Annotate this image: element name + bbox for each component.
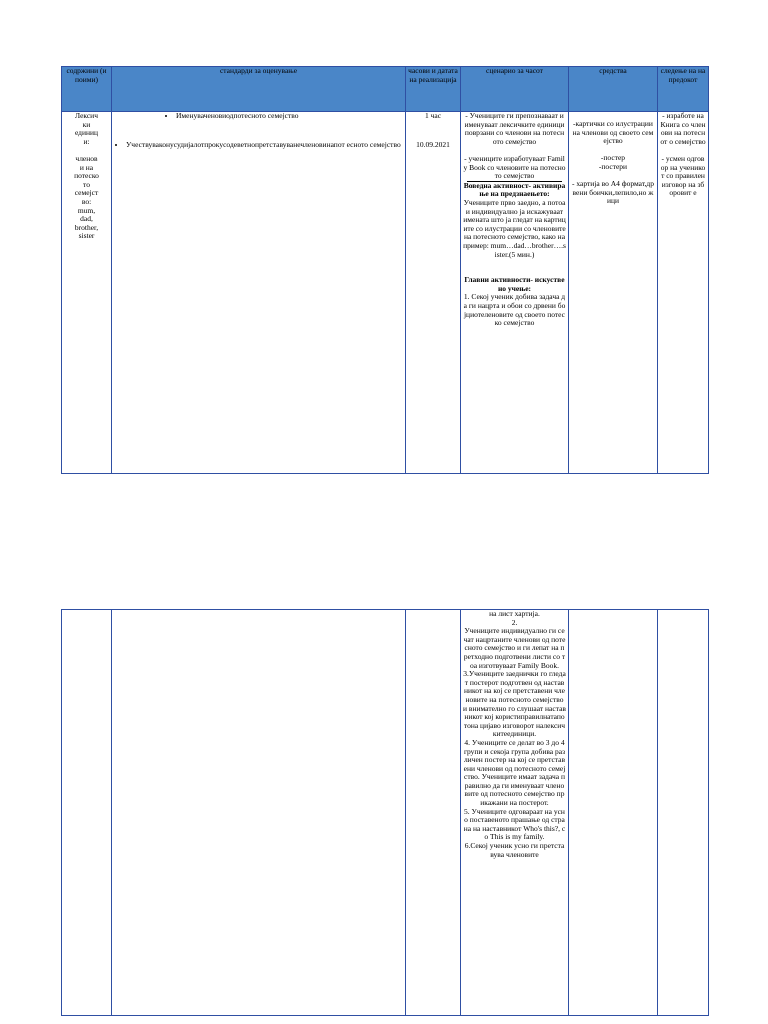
header-contents: содржини (и поими) — [62, 67, 112, 112]
contents-line: единиц — [74, 128, 99, 138]
header-resources: средства — [569, 67, 658, 112]
scenario-step: Учениците индивидуално ги сечат нацртаните членови од потесното семејство и ги лепат на претходно подготвени листи со тоа изготвуваат Family Book. — [463, 626, 566, 670]
resource-item: -постери — [598, 161, 628, 171]
contents-cell-cont — [62, 610, 112, 1016]
hours-cell-cont — [406, 610, 461, 1016]
resource-item: -постер — [600, 153, 626, 163]
scenario-step: на лист хартија. — [489, 609, 540, 618]
lesson-row — [62, 112, 709, 474]
scenario-step: 4. Учениците се делат во 3 до 4 групи и секоја група добива различен постер на кој се претставени членови од потесното семејство. Учениците имаат задача правилно да ги именуваат членовите од потесното семејство прикажани на постерот. — [463, 737, 566, 808]
contents-line: sister — [78, 231, 95, 241]
contents-line: во: — [81, 196, 92, 206]
contents-line: dad, — [80, 214, 93, 224]
contents-line: mum, — [77, 205, 96, 215]
date-value: 10.09.2021 — [416, 139, 450, 149]
contents-line: ки — [82, 119, 91, 129]
scenario-cell — [461, 112, 569, 474]
standard-item: • Именуваченовиодпотесното семејство — [176, 112, 403, 121]
lesson-plan-table-page-1 — [61, 66, 709, 474]
main-activity-heading: Главни активности- искуствено учење: — [464, 275, 565, 293]
scenario-step: 2. — [511, 617, 518, 627]
header-tracking: следење на напредокот — [658, 67, 709, 112]
resources-cell-cont — [569, 610, 658, 1016]
contents-line: членов — [75, 153, 98, 163]
scenario-objective: - учениците изработуваат Family Book со членовите на потесното семејство — [463, 153, 566, 181]
standard-item: • Учествуваконусудијалотпрокусодеветнопретставуванечленовинапот есното семејство — [126, 141, 403, 150]
resources-cell — [569, 112, 658, 474]
tracking-cell — [658, 112, 709, 474]
contents-line: потеско — [74, 171, 99, 181]
contents-line: и: — [83, 136, 90, 146]
standards-cell — [112, 112, 406, 474]
contents-line: то — [83, 179, 90, 189]
scenario-step: 5. Учениците одговараат на усно поставеното прашање од страна на наставникот Who's this?, со This is my family. — [463, 806, 566, 842]
contents-line: и на — [79, 162, 94, 172]
standards-cell-cont — [112, 610, 406, 1016]
header-scenario: сценарио за часот — [461, 67, 569, 112]
contents-line: Лексич — [75, 111, 98, 120]
hours-value: 1 час — [424, 111, 442, 120]
contents-line: brother, — [74, 222, 99, 232]
intro-activity-text: Учениците прво заедно, а потоа и индивидуално ја искажуваат имената што ја гледат на картиците со илустрации со членовите на потесното семејство, како на пример: mum…dad…brother….sister.(5 мин.) — [463, 197, 566, 259]
tracking-cell-cont — [658, 610, 709, 1016]
main-activity-text: 1. Секој ученик добива задача да ги нацрта и обои со дрвени бојциотеленовите од своето потеско семејство — [463, 292, 566, 328]
intro-activity-heading: Воведна активност- активирање на предзнаењето: — [463, 180, 566, 199]
tracking-item: - изработе на Книга со членови на потеснот о семејство — [660, 111, 706, 146]
header-row — [62, 67, 709, 112]
resource-item: - хартија во А4 формат,дрвени боички,лепило,но жици — [572, 179, 654, 206]
header-standards: стандарди за оценување — [112, 67, 406, 112]
hours-cell — [406, 112, 461, 474]
scenario-cell-cont — [461, 610, 569, 1016]
header-hours: часови и датата на реализација — [406, 67, 461, 112]
resource-item: -картички со илустрации на членови од своето семејство — [572, 119, 654, 146]
scenario-objective: - Учениците ги препознаваат и именуваат лексичките единици поврзани со членови на потесното семејство — [464, 111, 565, 146]
continuation-row — [62, 610, 709, 1016]
tracking-item: - усмен одговор на ученикот со правилен изговор на зборовит е — [660, 153, 706, 198]
scenario-step: 3.Учениците заеднички го гледат постерот подготвен од наставникот на кој се претставени членовите на потесното семејство и внимателно го слушаат наставникот кој користиправилнатапотона цијаво изговорот налексичкитеединици. — [463, 669, 566, 739]
contents-cell — [62, 112, 112, 474]
contents-line: семејст — [74, 188, 99, 198]
lesson-plan-table-page-2 — [61, 609, 709, 1016]
standards-list — [114, 112, 403, 149]
scenario-step: 6.Секој ученик усно ги претставува членовите — [464, 841, 565, 859]
